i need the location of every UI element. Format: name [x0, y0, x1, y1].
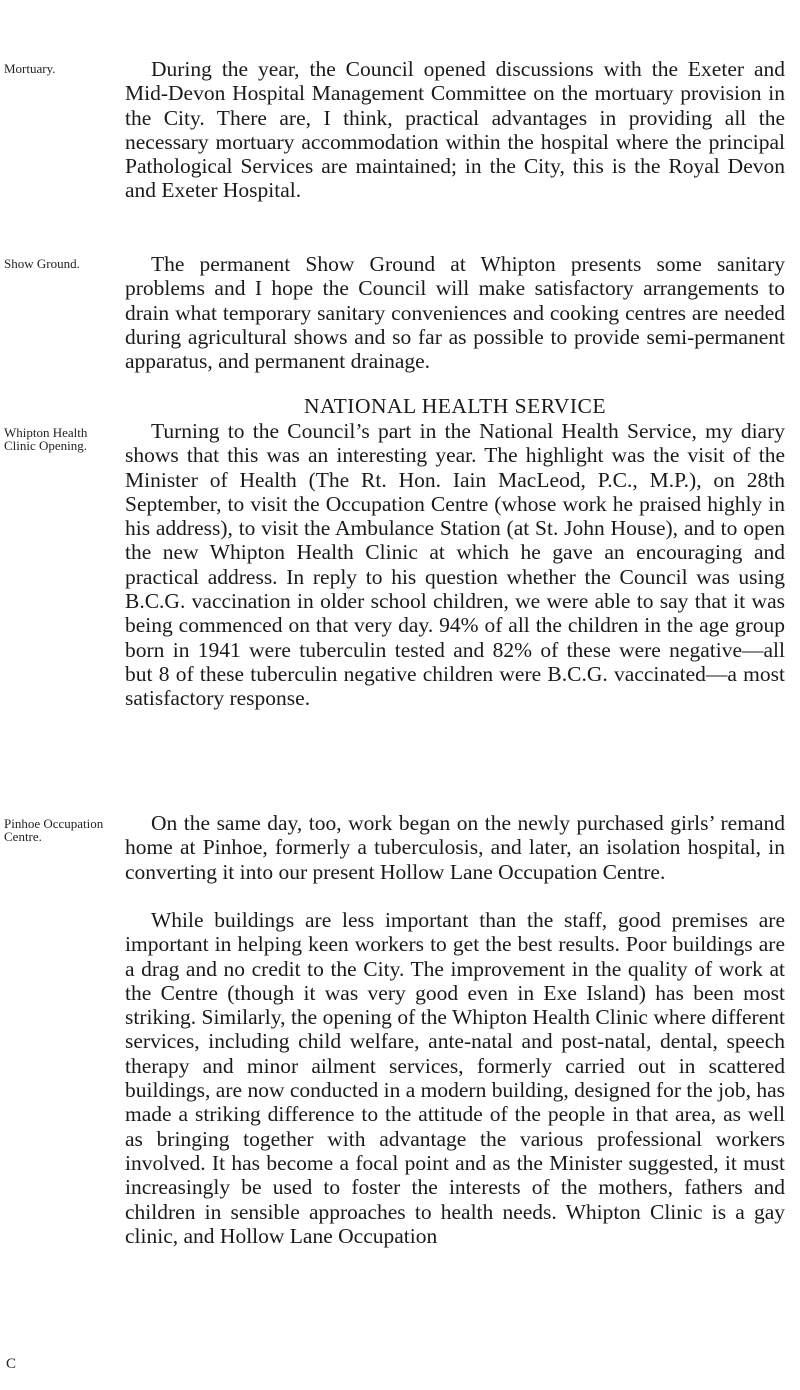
- section-heading-nhs: NATIONAL HEALTH SERVICE: [303, 394, 606, 418]
- paragraph-mortuary: During the year, the Council opened discussions with the Exeter and Mid-Devon Hospital Management Committee on the mortuary provision in the City. There are, I think, practical advantages in providing all the necessary mortuary accommodation within the hospital where the principal Pathological Services are maintained; in the City, this is the Royal Devon and Exeter Hospital.: [125, 57, 785, 203]
- section-show-ground: [125, 252, 785, 373]
- margin-note-mortuary: Mortuary.: [4, 61, 56, 76]
- paragraph-buildings: While buildings are less important than the staff, good premises are important in helping keen workers to get the best results. Poor buildings are a drag and no credit to the City. The improvement in the quality of work at the Centre (though it was very good even in Exe Island) has been most striking. Similarly, the opening of the Whipton Health Clinic where different services, including child welfare, ante-natal and post-natal, dental, speech therapy and minor ailment services, formerly carried out in scattered buildings, are now conducted in a modern building, designed for the job, has made a striking difference to the attitude of the people in that area, as well as bringing together with advantage the various professional workers involved. It has become a focal point and as the Minister suggested, it must increasingly be used to foster the interests of the mothers, fathers and children in sensible approaches to health needs. Whipton Clinic is a gay clinic, and Hollow Lane Occupation: [125, 908, 785, 1248]
- section-pinhoe: [125, 811, 785, 884]
- margin-note-whipton-clinic: Whipton Health Clinic Opening.: [4, 425, 88, 453]
- section-mortuary: [125, 57, 785, 203]
- paragraph-nhs: Turning to the Council’s part in the National Health Service, my diary shows that this was an interesting year. The highlight was the visit of the Minister of Health (The Rt. Hon. Iain MacLeod, P.C., M.P.), on 28th September, to visit the Occupation Centre (whose work he praised highly in his address), to visit the Ambulance Station (at St. John House), and to open the new Whipton Health Clinic at which he gave an encouraging and practical address. In reply to his question whether the Council was using B.C.G. vaccination in older school children, we were able to say that it was being commenced on that very day. 94% of all the children in the age group born in 1941 were tuberculin tested and 82% of these were negative—all but 8 of these tuberculin negative children were B.C.G. vaccinated—a most satisfactory response.: [125, 419, 785, 711]
- paragraph-pinhoe: On the same day, too, work began on the newly purchased girls’ remand home at Pinhoe, formerly a tuberculosis, and later, an isolation hospital, in converting it into our present Hollow Lane Occupation Centre.: [125, 811, 785, 884]
- margin-note-show-ground: Show Ground.: [4, 256, 80, 271]
- margin-note-pinhoe: Pinhoe Occupation Centre.: [4, 816, 104, 844]
- paragraph-show-ground: The permanent Show Ground at Whipton presents some sanitary problems and I hope the Council will make satisfactory arrangements to drain what temporary sanitary conveniences and cooking centres are needed during agricultural shows and so far as possible to provide semi-permanent apparatus, and permanent drainage.: [125, 252, 785, 374]
- section-buildings: [125, 908, 785, 1248]
- section-nhs: [125, 419, 785, 711]
- page-letter: C: [6, 1356, 17, 1372]
